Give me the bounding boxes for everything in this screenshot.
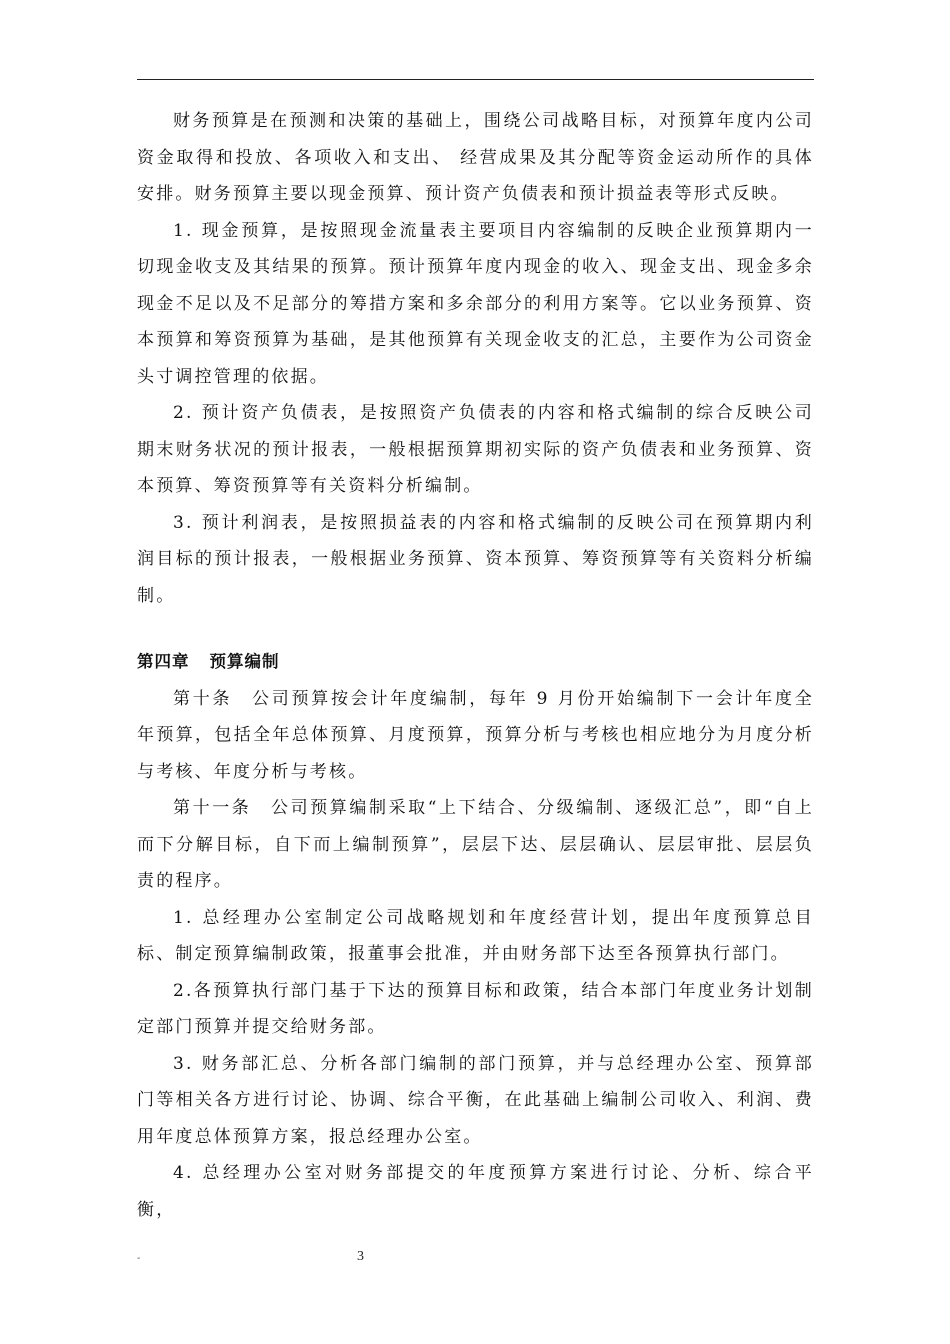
procedure-step-1: 1. 总经理办公室制定公司战略规划和年度经营计划，提出年度预算总目标、制定预算编制政策，报董事会批准，并由财务部下达至各预算执行部门。 xyxy=(137,907,814,964)
paragraph-balance-sheet: 2. 预计资产负债表，是按照资产负债表的内容和格式编制的综合反映公司期末财务状况的预计报表，一般根据预算期初实际的资产负债表和业务预算、资本预算、筹资预算等有关资料分析编制。 xyxy=(137,403,814,496)
chapter-heading xyxy=(137,644,814,681)
chapter-number: 第四章 xyxy=(137,652,190,671)
chapter-title: 预算编制 xyxy=(209,652,280,671)
article-10: 第十条 公司预算按会计年度编制，每年 9 月份开始编制下一会计年度全年预算，包括全年总体预算、月度预算，预算分析与考核也相应地分为月度分析与考核、年度分析与考核。 xyxy=(137,688,814,782)
page-number: 3 xyxy=(357,1249,364,1264)
paragraph-cash-budget: 1. 现金预算，是按照现金流量表主要项目内容编制的反映企业预算期内一切现金收支及其结果的预算。预计预算年度内现金的收入、现金支出、现金多余现金不足以及不足部分的筹措方案和多余部分的利用方案等。它以业务预算、资本预算和筹资预算为基础，是其他预算有关现金收支的汇总，主要作为公司资金头寸调控管理的依据。 xyxy=(137,220,814,387)
paragraph-intro: 财务预算是在预测和决策的基础上，围绕公司战略目标，对预算年度内公司资金取得和投放、各项收入和支出、 经营成果及其分配等资金运动所作的具体安排。财务预算主要以现金预算、预计资产负债表和预计损益表等形式反映。 xyxy=(137,111,814,204)
procedure-step-2: 2.各预算执行部门基于下达的预算目标和政策，结合本部门年度业务计划制定部门预算并提交给财务部。 xyxy=(137,980,814,1037)
procedure-step-4: 4. 总经理办公室对财务部提交的年度预算方案进行讨论、分析、综合平衡， xyxy=(137,1163,814,1220)
paragraph-profit-statement: 3. 预计利润表，是按照损益表的内容和格式编制的反映公司在预算期内利润目标的预计报表，一般根据业务预算、资本预算、筹资预算等有关资料分析编制。 xyxy=(137,512,814,606)
article-11: 第十一条 公司预算编制采取“上下结合、分级编制、逐级汇总”，即“自上而下分解目标，自下而上编制预算”，层层下达、层层确认、层层审批、层层负责的程序。 xyxy=(137,798,814,891)
header-rule xyxy=(137,79,814,80)
procedure-step-3: 3. 财务部汇总、分析各部门编制的部门预算，并与总经理办公室、预算部门等相关各方进行讨论、协调、综合平衡，在此基础上编制公司收入、利润、费用年度总体预算方案，报总经理办公室。 xyxy=(137,1053,814,1147)
document-body xyxy=(137,103,814,1228)
footer-mark: - xyxy=(137,1253,141,1264)
